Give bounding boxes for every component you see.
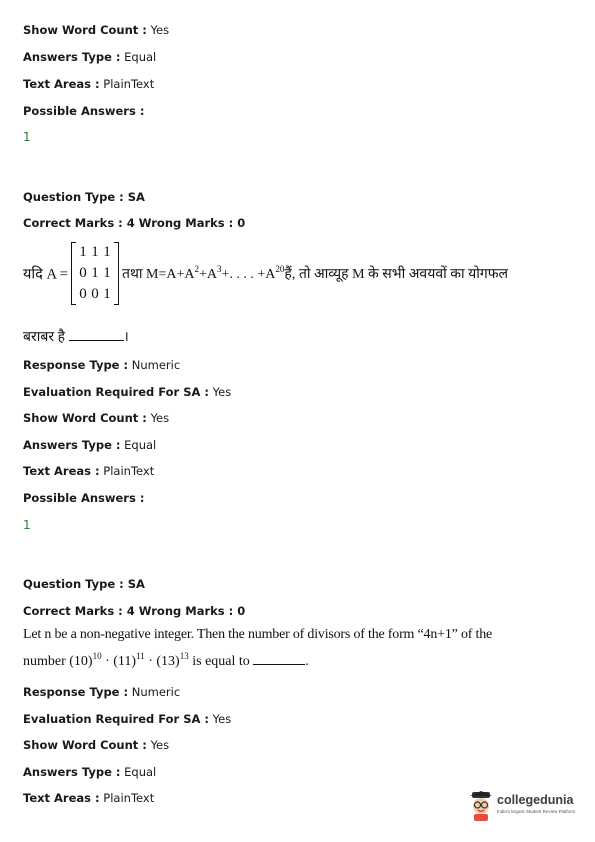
answers-type-row: Answers Type : Equal	[23, 438, 157, 452]
matrix-row: 1 1 1	[79, 244, 111, 260]
text-areas-row: Text Areas : PlainText	[23, 791, 155, 805]
question-text-line2: number $(10)^{10} \cdot (11)^{11} \cdot (13)^{13}$ is equal to .	[23, 651, 309, 669]
evaluation-row: Evaluation Required For SA : Yes	[23, 712, 232, 726]
show-word-count-row: Show Word Count : Yes	[23, 23, 170, 37]
answers-type-row: Answers Type : Equal	[23, 50, 157, 64]
question-prefix: यदि A =	[23, 266, 68, 283]
logo-tagline: India's largest Student Review Platform	[497, 809, 576, 814]
response-type-row: Response Type : Numeric	[23, 685, 181, 699]
response-type-row: Response Type : Numeric	[23, 358, 181, 372]
answer-blank	[253, 664, 305, 665]
evaluation-row: Evaluation Required For SA : Yes	[23, 385, 232, 399]
possible-answer-value: 1	[23, 518, 31, 532]
question-type: Question Type : SA	[23, 577, 145, 591]
answers-type-row: Answers Type : Equal	[23, 765, 157, 779]
possible-answers-label: Possible Answers :	[23, 491, 145, 505]
answer-blank	[69, 340, 124, 341]
possible-answers-label: Possible Answers :	[23, 104, 145, 118]
matrix-row: 0 0 1	[79, 286, 111, 302]
marks-row: Correct Marks : 4 Wrong Marks : 0	[23, 604, 246, 618]
matrix-a	[71, 242, 119, 305]
text-areas-row: Text Areas : PlainText	[23, 77, 155, 91]
matrix-row: 0 1 1	[79, 265, 111, 281]
possible-answer-value: 1	[23, 130, 31, 144]
question-expression: तथा $M=A+A^2+A^3+$. . . . $+A^{20}हैं$, तो आव्यूह M के सभी अवयवों का योगफल	[121, 264, 509, 282]
logo-name: collegedunia	[497, 793, 574, 807]
marks-row: Correct Marks : 4 Wrong Marks : 0	[23, 216, 246, 230]
collegedunia-logo	[467, 790, 585, 822]
show-word-count-row: Show Word Count : Yes	[23, 738, 170, 752]
mascot-icon	[467, 790, 495, 822]
question-text-line2: बराबर है ।	[23, 330, 129, 345]
question-text-line1: Let n be a non-negative integer. Then the number of divisors of the form “4n+1” of the	[23, 627, 493, 642]
question-type: Question Type : SA	[23, 190, 145, 204]
show-word-count-row: Show Word Count : Yes	[23, 411, 170, 425]
question-text-line1	[23, 242, 508, 305]
text-areas-row: Text Areas : PlainText	[23, 464, 155, 478]
